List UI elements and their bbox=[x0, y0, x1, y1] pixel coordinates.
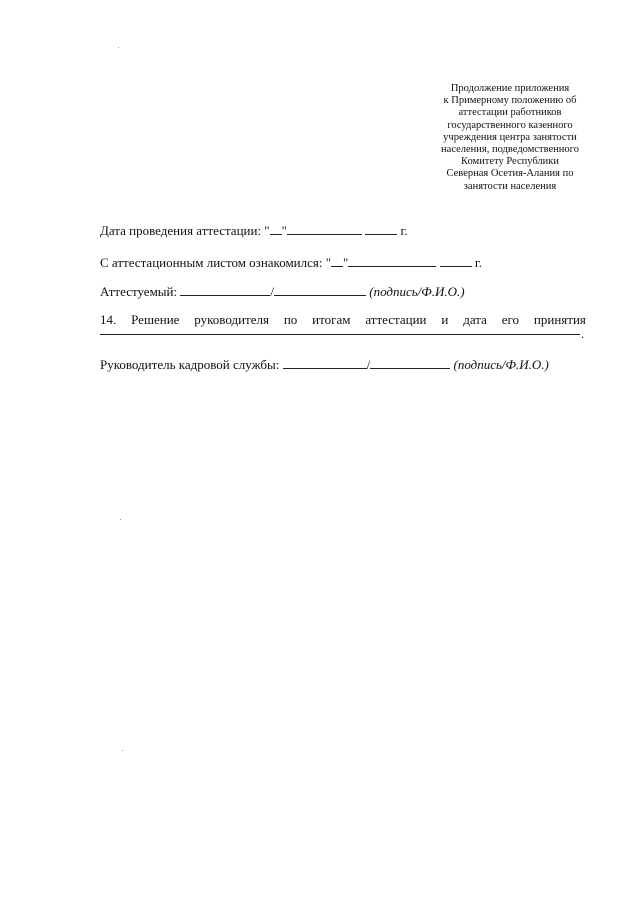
header-line: населения, подведомственного bbox=[441, 144, 579, 156]
item-14-heading bbox=[100, 312, 586, 328]
signature-blank[interactable] bbox=[180, 283, 270, 296]
month-blank[interactable] bbox=[348, 254, 436, 267]
acquainted-label: С аттестационным листом ознакомился: " bbox=[100, 255, 332, 270]
attestation-date-label: Дата проведения аттестации: " bbox=[100, 223, 270, 238]
scan-speck bbox=[120, 519, 121, 520]
year-blank[interactable] bbox=[440, 254, 472, 267]
hr-head-line bbox=[100, 356, 549, 373]
decision-end-mark: . bbox=[581, 326, 585, 341]
day-blank[interactable] bbox=[270, 222, 282, 235]
item-14-word: принятия bbox=[533, 312, 586, 327]
name-blank[interactable] bbox=[274, 283, 366, 296]
name-blank[interactable] bbox=[370, 356, 450, 369]
header-line: аттестации работников bbox=[458, 107, 562, 119]
attestee-line bbox=[100, 283, 465, 300]
year-suffix: г. bbox=[474, 255, 482, 270]
item-14-word: итогам bbox=[312, 312, 351, 327]
header-line: Северная Осетия-Алания по bbox=[446, 168, 574, 180]
header-line: Комитету Республики bbox=[460, 156, 560, 168]
year-blank[interactable] bbox=[365, 222, 397, 235]
year-suffix: г. bbox=[400, 223, 408, 238]
hr-head-label: Руководитель кадровой службы: bbox=[100, 357, 280, 372]
appendix-header bbox=[420, 83, 600, 193]
header-line: государственного казенного bbox=[447, 119, 573, 131]
attestee-label: Аттестуемый: bbox=[100, 284, 178, 299]
scan-speck bbox=[122, 750, 123, 751]
day-blank[interactable] bbox=[331, 254, 343, 267]
acquainted-line bbox=[100, 254, 482, 271]
scan-speck bbox=[118, 47, 119, 48]
item-14-word: его bbox=[501, 312, 520, 327]
signature-blank[interactable] bbox=[283, 356, 367, 369]
item-14-word: аттестации bbox=[365, 312, 427, 327]
item-14-word: по bbox=[283, 312, 298, 327]
item-14-word: дата bbox=[463, 312, 487, 327]
decision-blank[interactable] bbox=[100, 334, 580, 335]
signature-hint: (подпись/Ф.И.О.) bbox=[453, 357, 549, 372]
signature-hint: (подпись/Ф.И.О.) bbox=[369, 284, 465, 299]
quote-mark: " bbox=[281, 223, 287, 238]
header-line: учреждения центра занятости bbox=[443, 131, 577, 143]
month-blank[interactable] bbox=[287, 222, 362, 235]
quote-mark: " bbox=[343, 255, 349, 270]
item-14-word: руководителя bbox=[194, 312, 269, 327]
slash: / bbox=[270, 284, 274, 299]
item-14-word: 14. bbox=[100, 312, 117, 327]
attestation-date-line bbox=[100, 222, 408, 239]
header-line: Продолжение приложения bbox=[450, 83, 570, 94]
header-line: к Примерному положению об bbox=[443, 95, 577, 107]
slash: / bbox=[366, 357, 371, 372]
item-14-word: Решение bbox=[131, 312, 180, 327]
header-line: занятости населения bbox=[463, 180, 557, 192]
item-14-word: и bbox=[441, 312, 449, 327]
